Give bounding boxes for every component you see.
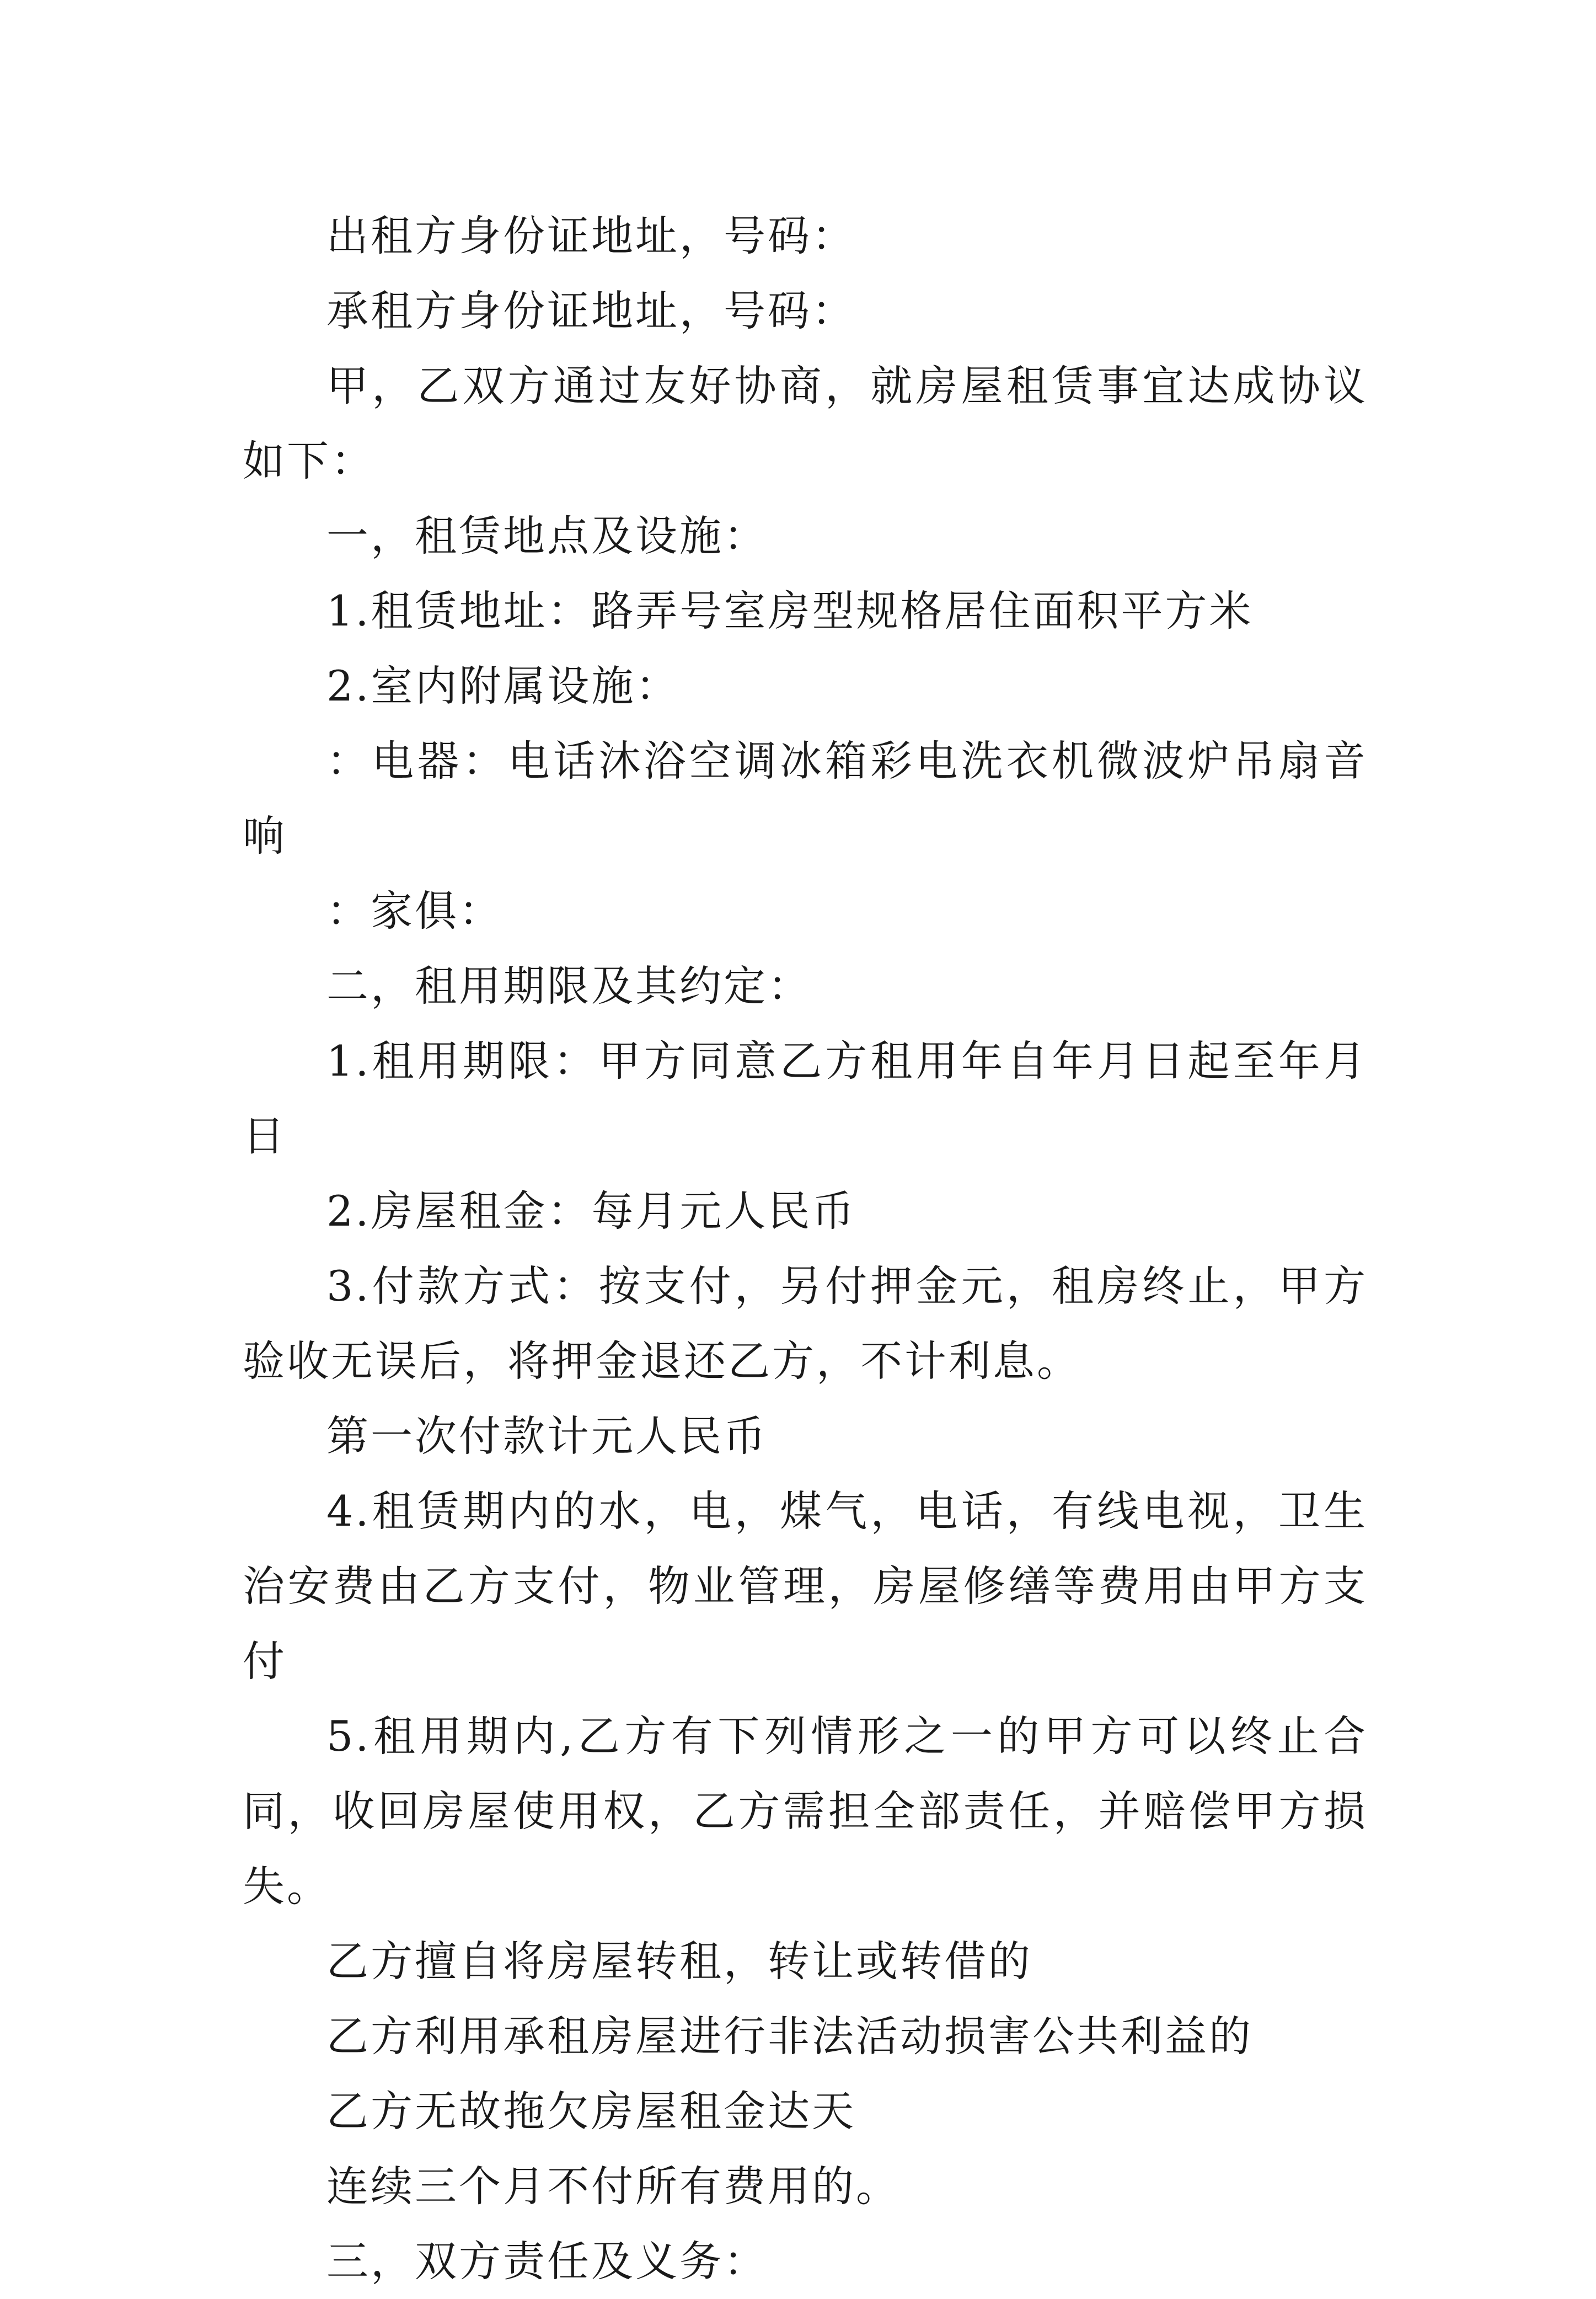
document-body [243,199,1368,2299]
paragraph: 2.室内附属设施： [326,661,680,710]
paragraph: 乙方无故拖欠房屋租金达天 [326,2087,856,2136]
paragraph: 甲，乙双方通过友好协商，就房屋租赁事宜达成协议如下： [243,361,1368,485]
paragraph: 承租方身份证地址，号码： [326,286,856,335]
paragraph: 连续三个月不付所有费用的。 [326,2162,900,2211]
paragraph: ：家俱： [326,886,503,935]
paragraph: 三，双方责任及义务： [326,2237,768,2286]
paragraph: ：电器：电话沐浴空调冰箱彩电洗衣机微波炉吊扇音响 [243,736,1368,860]
paragraph: 乙方利用承租房屋进行非法活动损害公共利益的 [326,2012,1253,2061]
paragraph: 5.租用期内,乙方有下列情形之一的甲方可以终止合同，收回房屋使用权，乙方需担全部责任，并赔偿甲方损失。 [243,1712,1368,1911]
paragraph: 一，租赁地点及设施： [326,511,768,560]
paragraph: 3.付款方式：按支付，另付押金元，租房终止，甲方验收无误后，将押金退还乙方，不计利息。 [243,1261,1368,1386]
paragraph: 1.租用期限：甲方同意乙方租用年自年月日起至年月日 [243,1036,1368,1161]
paragraph: 第一次付款计元人民币 [326,1412,768,1461]
paragraph: 2.房屋租金：每月元人民币 [326,1186,856,1236]
paragraph: 4.租赁期内的水，电，煤气，电话，有线电视，卫生治安费由乙方支付，物业管理，房屋修缮等费用由甲方支付 [243,1487,1368,1686]
paragraph: 1.租赁地址：路弄号室房型规格居住面积平方米 [326,586,1254,635]
paragraph: 二，租用期限及其约定： [326,961,812,1011]
paragraph: 出租方身份证地址，号码： [326,211,856,260]
paragraph: 乙方擅自将房屋转租，转让或转借的 [326,1937,1032,1986]
